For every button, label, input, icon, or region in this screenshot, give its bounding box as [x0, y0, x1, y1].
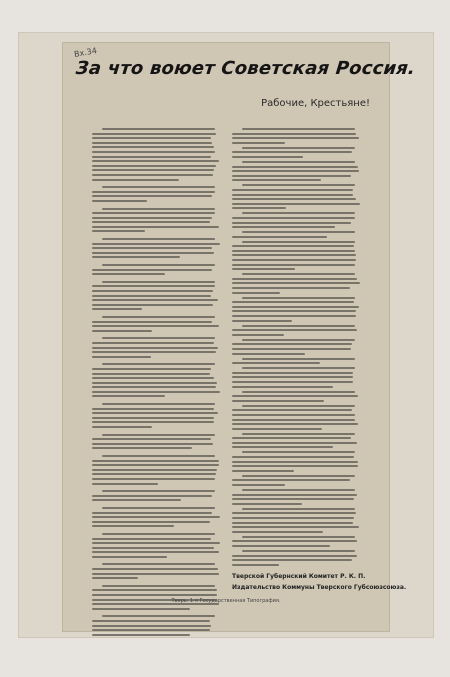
text-line — [242, 184, 355, 186]
text-line — [242, 367, 355, 369]
body-paragraph — [232, 489, 360, 505]
text-line — [242, 405, 355, 407]
text-line — [242, 339, 355, 341]
text-line — [232, 348, 351, 350]
text-line — [102, 316, 215, 318]
body-paragraph — [232, 273, 360, 293]
text-line — [232, 198, 356, 200]
text-line — [232, 207, 286, 209]
text-line — [232, 400, 324, 402]
text-line — [92, 351, 216, 353]
body-paragraph — [232, 475, 360, 486]
text-line — [102, 563, 215, 565]
text-line — [232, 133, 356, 135]
text-line — [242, 297, 355, 299]
text-line — [102, 615, 215, 617]
text-line — [92, 230, 145, 232]
text-line — [242, 325, 355, 327]
body-paragraph — [92, 186, 220, 204]
text-line — [232, 250, 355, 252]
text-line — [92, 589, 217, 591]
text-line — [232, 278, 357, 280]
text-line — [232, 423, 358, 425]
text-line — [92, 573, 219, 575]
text-line — [232, 531, 323, 533]
text-line — [92, 495, 212, 497]
text-line — [232, 372, 353, 374]
text-line — [92, 252, 214, 254]
text-line — [232, 137, 359, 139]
text-line — [92, 160, 219, 162]
text-line — [232, 329, 357, 331]
text-line — [232, 555, 357, 557]
text-line — [92, 594, 217, 596]
text-line — [92, 299, 218, 301]
text-line — [92, 325, 219, 327]
body-paragraph — [92, 615, 220, 638]
body-paragraph — [232, 128, 360, 144]
text-line — [232, 287, 350, 289]
text-line — [92, 408, 214, 410]
body-paragraph — [92, 490, 220, 504]
body-paragraph — [232, 212, 360, 228]
printer-imprint: Тверь. 1-я Государственная Типография. — [171, 598, 281, 604]
text-line — [232, 376, 353, 378]
text-line — [102, 403, 215, 405]
text-line — [232, 194, 353, 196]
text-line — [232, 175, 351, 177]
text-line — [232, 498, 354, 500]
text-line — [232, 282, 360, 284]
text-line — [102, 208, 215, 210]
text-line — [232, 517, 354, 519]
body-paragraph — [92, 507, 220, 530]
body-paragraph — [232, 451, 360, 471]
text-line — [232, 334, 284, 336]
text-line — [92, 542, 220, 544]
body-paragraph — [92, 281, 220, 313]
text-line — [92, 356, 151, 358]
text-line — [242, 241, 355, 243]
text-line — [232, 540, 357, 542]
text-line — [102, 186, 215, 188]
text-line — [232, 470, 294, 472]
body-paragraph — [92, 316, 220, 334]
text-line — [92, 146, 214, 148]
text-line — [242, 128, 355, 130]
text-line — [232, 301, 354, 303]
text-line — [232, 353, 305, 355]
poster-sheet — [62, 42, 417, 632]
text-line — [92, 447, 192, 449]
text-line — [242, 550, 355, 552]
text-line — [242, 489, 355, 491]
text-line — [92, 195, 212, 197]
text-line — [92, 460, 219, 462]
text-line — [92, 377, 214, 379]
text-line — [232, 343, 352, 345]
text-line — [232, 292, 280, 294]
body-paragraph — [92, 563, 220, 581]
text-line — [232, 362, 320, 364]
text-line — [232, 564, 279, 566]
text-line — [232, 151, 352, 153]
text-line — [232, 456, 354, 458]
text-line — [92, 151, 215, 153]
text-line — [232, 264, 355, 266]
text-line — [232, 179, 321, 181]
text-line — [92, 342, 214, 344]
text-line — [102, 585, 215, 587]
text-line — [92, 483, 158, 485]
text-line — [102, 455, 215, 457]
text-line — [92, 273, 165, 275]
text-line — [242, 391, 355, 393]
text-line — [232, 259, 356, 261]
text-line — [232, 381, 353, 383]
text-line — [232, 189, 353, 191]
body-paragraph — [232, 325, 360, 336]
text-line — [92, 577, 138, 579]
signature: Тверской Губернский Комитет Р. К. П. — [232, 572, 366, 580]
body-paragraph — [92, 533, 220, 561]
text-line — [232, 236, 327, 238]
text-line — [92, 568, 218, 570]
text-line — [92, 382, 217, 384]
text-line — [232, 484, 285, 486]
text-line — [92, 165, 216, 167]
right-column — [232, 128, 407, 591]
text-line — [242, 273, 355, 275]
text-line — [92, 269, 212, 271]
text-line — [92, 330, 152, 332]
text-line — [232, 226, 335, 228]
body-paragraph — [92, 337, 220, 360]
text-line — [232, 559, 352, 561]
text-line — [232, 437, 351, 439]
body-paragraph — [92, 238, 220, 261]
text-line — [242, 212, 355, 214]
text-line — [92, 217, 212, 219]
text-line — [92, 285, 215, 287]
text-line — [92, 221, 210, 223]
text-line — [92, 347, 218, 349]
text-line — [232, 461, 358, 463]
text-line — [102, 533, 215, 535]
text-line — [232, 442, 357, 444]
text-line — [232, 156, 303, 158]
text-line — [92, 634, 190, 636]
text-line — [92, 247, 212, 249]
text-line — [92, 391, 220, 393]
text-line — [92, 438, 211, 440]
text-line — [232, 268, 295, 270]
text-line — [242, 161, 355, 163]
text-line — [102, 490, 215, 492]
text-line — [102, 128, 215, 130]
body-paragraph — [232, 161, 360, 181]
text-line — [92, 200, 147, 202]
text-line — [92, 469, 217, 471]
text-line — [232, 142, 285, 144]
text-line — [232, 245, 354, 247]
text-line — [92, 516, 220, 518]
text-line — [92, 373, 210, 375]
text-line — [232, 306, 359, 308]
text-line — [232, 428, 322, 430]
text-line — [102, 281, 215, 283]
body-paragraph — [232, 433, 360, 449]
text-line — [92, 473, 216, 475]
text-line — [92, 608, 190, 610]
text-line — [92, 308, 142, 310]
text-line — [102, 434, 215, 436]
text-line — [232, 526, 359, 528]
text-line — [102, 238, 215, 240]
text-line — [92, 547, 214, 549]
text-line — [92, 368, 211, 370]
text-line — [92, 426, 152, 428]
text-line — [232, 512, 356, 514]
text-line — [92, 521, 210, 523]
text-line — [92, 417, 214, 419]
text-line — [232, 222, 351, 224]
text-line — [232, 254, 356, 256]
right-column-text — [232, 128, 360, 569]
poster-subtitle: Рабочие, Крестьяне! — [261, 98, 370, 109]
text-line — [232, 446, 333, 448]
text-line — [232, 170, 359, 172]
body-columns — [92, 128, 407, 591]
text-line — [242, 536, 355, 538]
text-line — [92, 174, 213, 176]
text-line — [232, 494, 357, 496]
body-paragraph — [232, 147, 360, 158]
text-line — [92, 556, 167, 558]
archive-mark: Вх.34 — [73, 46, 98, 59]
text-line — [232, 315, 356, 317]
text-line — [92, 321, 212, 323]
text-line — [102, 507, 215, 509]
text-line — [232, 479, 350, 481]
body-paragraph — [92, 128, 220, 183]
body-paragraph — [232, 297, 360, 322]
text-line — [232, 465, 358, 467]
text-line — [92, 395, 165, 397]
text-line — [102, 264, 215, 266]
text-line — [92, 538, 211, 540]
text-line — [92, 191, 215, 193]
text-line — [102, 337, 215, 339]
text-line — [92, 499, 181, 501]
body-paragraph — [232, 184, 360, 209]
text-line — [92, 256, 180, 258]
text-line — [92, 295, 211, 297]
text-line — [232, 386, 333, 388]
text-line — [102, 363, 215, 365]
body-paragraph — [92, 208, 220, 236]
text-line — [232, 310, 356, 312]
body-paragraph — [232, 367, 360, 387]
text-line — [92, 525, 174, 527]
text-line — [92, 421, 214, 423]
body-paragraph — [92, 264, 220, 278]
body-paragraph — [92, 455, 220, 487]
text-line — [92, 304, 213, 306]
body-paragraph — [232, 550, 360, 566]
body-paragraph — [232, 508, 360, 533]
text-line — [92, 412, 218, 414]
body-paragraph — [232, 241, 360, 271]
text-line — [232, 522, 353, 524]
text-line — [242, 147, 355, 149]
text-line — [232, 409, 352, 411]
body-paragraph — [232, 405, 360, 430]
body-paragraph — [232, 231, 360, 238]
text-line — [242, 358, 355, 360]
text-line — [242, 508, 355, 510]
body-paragraph — [232, 391, 360, 402]
text-line — [92, 629, 210, 631]
poster-title: За что воюет Советская Россия. — [74, 58, 417, 79]
left-column — [92, 128, 220, 588]
text-line — [92, 212, 215, 214]
body-paragraph — [92, 434, 220, 452]
text-line — [242, 451, 355, 453]
text-line — [92, 620, 210, 622]
text-line — [92, 243, 220, 245]
text-line — [232, 203, 360, 205]
text-line — [92, 169, 214, 171]
text-line — [92, 512, 212, 514]
text-line — [232, 395, 358, 397]
body-paragraph — [232, 339, 360, 355]
text-line — [232, 503, 302, 505]
text-line — [232, 545, 330, 547]
text-line — [92, 478, 215, 480]
text-line — [242, 231, 355, 233]
text-line — [92, 156, 211, 158]
text-line — [92, 142, 212, 144]
text-line — [92, 443, 213, 445]
publisher-line: Издательство Коммуны Тверского Губсоюзсоюза. — [232, 583, 407, 591]
body-paragraph — [232, 358, 360, 365]
text-line — [92, 551, 219, 553]
text-line — [92, 386, 216, 388]
text-line — [232, 414, 355, 416]
text-line — [92, 290, 213, 292]
body-paragraph — [232, 536, 360, 547]
body-paragraph — [92, 363, 220, 400]
text-line — [92, 179, 179, 181]
body-paragraph — [92, 403, 220, 431]
text-line — [232, 320, 292, 322]
text-line — [92, 137, 211, 139]
text-line — [242, 475, 355, 477]
text-line — [232, 166, 358, 168]
text-line — [92, 133, 216, 135]
text-line — [242, 433, 355, 435]
text-line — [232, 419, 355, 421]
text-line — [232, 217, 355, 219]
text-line — [92, 625, 211, 627]
text-line — [92, 464, 219, 466]
text-line — [92, 226, 219, 228]
